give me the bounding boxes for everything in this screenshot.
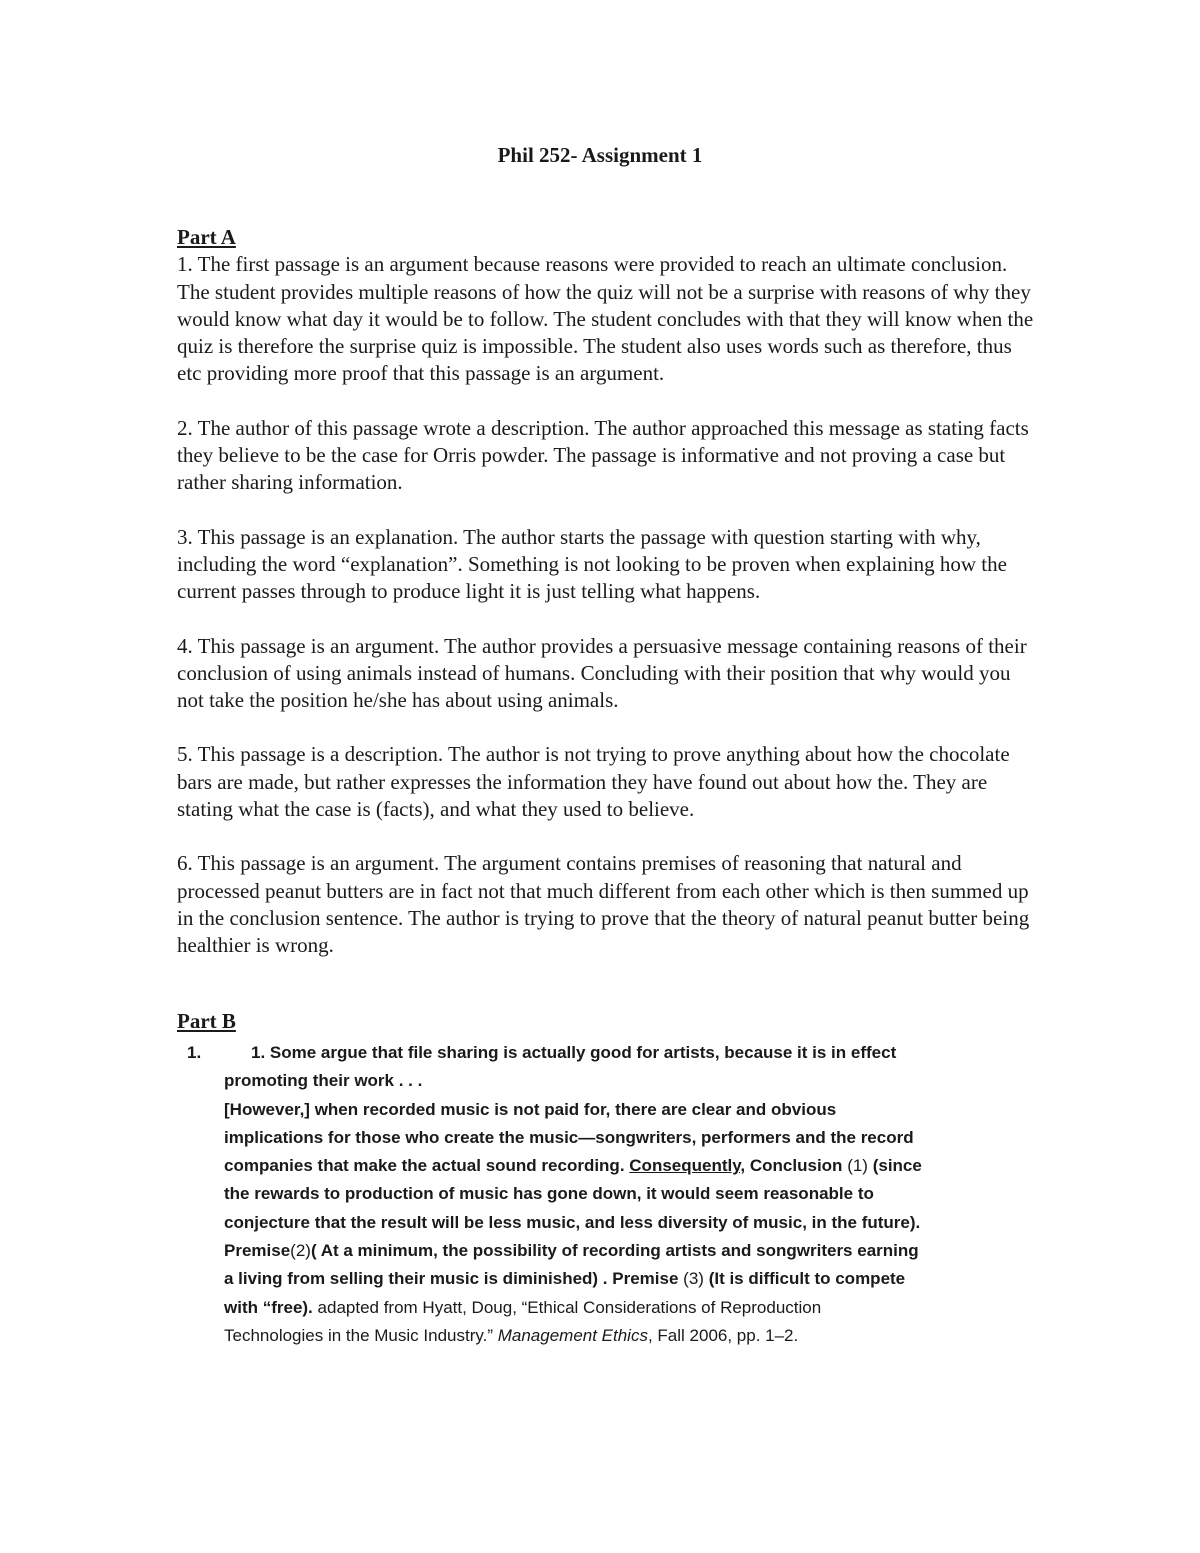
conclusion-text: (since the rewards to production of music has gone down, it would seem reasonable to conjecture that the result will be less music, and less diversity of music, in the future). [224,1156,922,1232]
part-b-item-body [224,1039,924,1350]
part-a-paragraph-1: 1. The first passage is an argument because reasons were provided to reach an ultimate conclusion. The student provides multiple reasons of how the quiz will not be a surprise with reasons of why they would know what day it would be to follow. The student concludes with that they will know when the quiz is therefore the surprise quiz is impossible. The student also uses words such as therefore, thus etc providing more proof that this passage is an argument. [177,252,1034,386]
part-b-text-2: [However,] when recorded music is not paid for, there are clear and obvious implications for those who create the music—songwriters, performers and the record companies that make the actual sound recording. [224,1099,914,1176]
part-b-item-number: 1. [187,1043,202,1062]
conclusion-number: (1) [847,1156,868,1176]
consequently-word: Consequently, [629,1156,746,1176]
part-b-section [177,1008,1037,1350]
citation-journal: Management Ethics [497,1325,648,1345]
citation-prefix: adapted from Hyatt, Doug, “Ethical Considerations of Reproduction Technologies in the Music Industry.” [224,1297,822,1345]
part-b-item [177,1039,1037,1350]
premise-2-text: ( At a minimum, the possibility of recording artists and songwriters earning a living from selling their music is diminished) . [224,1241,919,1289]
premise-3-text: (It is difficult to compete with “free). [224,1269,906,1317]
part-a-paragraph-2: 2. The author of this passage wrote a description. The author approached this message as stating facts they believe to be the case for Orris powder. The passage is informative and not proving a case but rather sharing information. [177,415,1029,495]
part-b-text-block [224,1096,924,1351]
premise-3-label: Premise [612,1269,679,1289]
premise-2-number: (2) [290,1241,311,1261]
part-a-paragraph-4: 4. This passage is an argument. The author provides a persuasive message containing reasons of their conclusion of using animals instead of humans. Concluding with their position that why would you not take the position he/she has about using animals. [177,633,1027,713]
premise-3-number: (3) [683,1269,704,1289]
document-title: Phil 252- Assignment 1 [497,143,703,167]
premise-2-label: Premise [224,1241,291,1261]
part-a-paragraph-5: 5. This passage is a description. The author is not trying to prove anything about how the chocolate bars are made, but rather expresses the information they have found out about how the. They are stating what the case is (facts), and what they used to believe. [177,742,1010,822]
part-a-heading: Part A [177,225,236,249]
part-a-section [177,224,1037,987]
conclusion-label: Conclusion [749,1156,843,1176]
citation-suffix: , Fall 2006, pp. 1–2. [647,1325,799,1345]
part-b-heading: Part B [177,1009,236,1033]
part-b-text-1: 1. Some argue that file sharing is actually good for artists, because it is in effect promoting their work . . . [224,1043,897,1091]
part-a-paragraph-3: 3. This passage is an explanation. The author starts the passage with question starting with why, including the word “explanation”. Something is not looking to be proven when explaining how the current passes through to produce light it is just telling what happens. [177,524,1007,604]
part-a-paragraph-6: 6. This passage is an argument. The argument contains premises of reasoning that natural and processed peanut butters are in fact not that much different from each other which is then summed up in the conclusion sentence. The author is trying to prove that the theory of natural peanut butter being healthier is wrong. [177,851,1030,958]
